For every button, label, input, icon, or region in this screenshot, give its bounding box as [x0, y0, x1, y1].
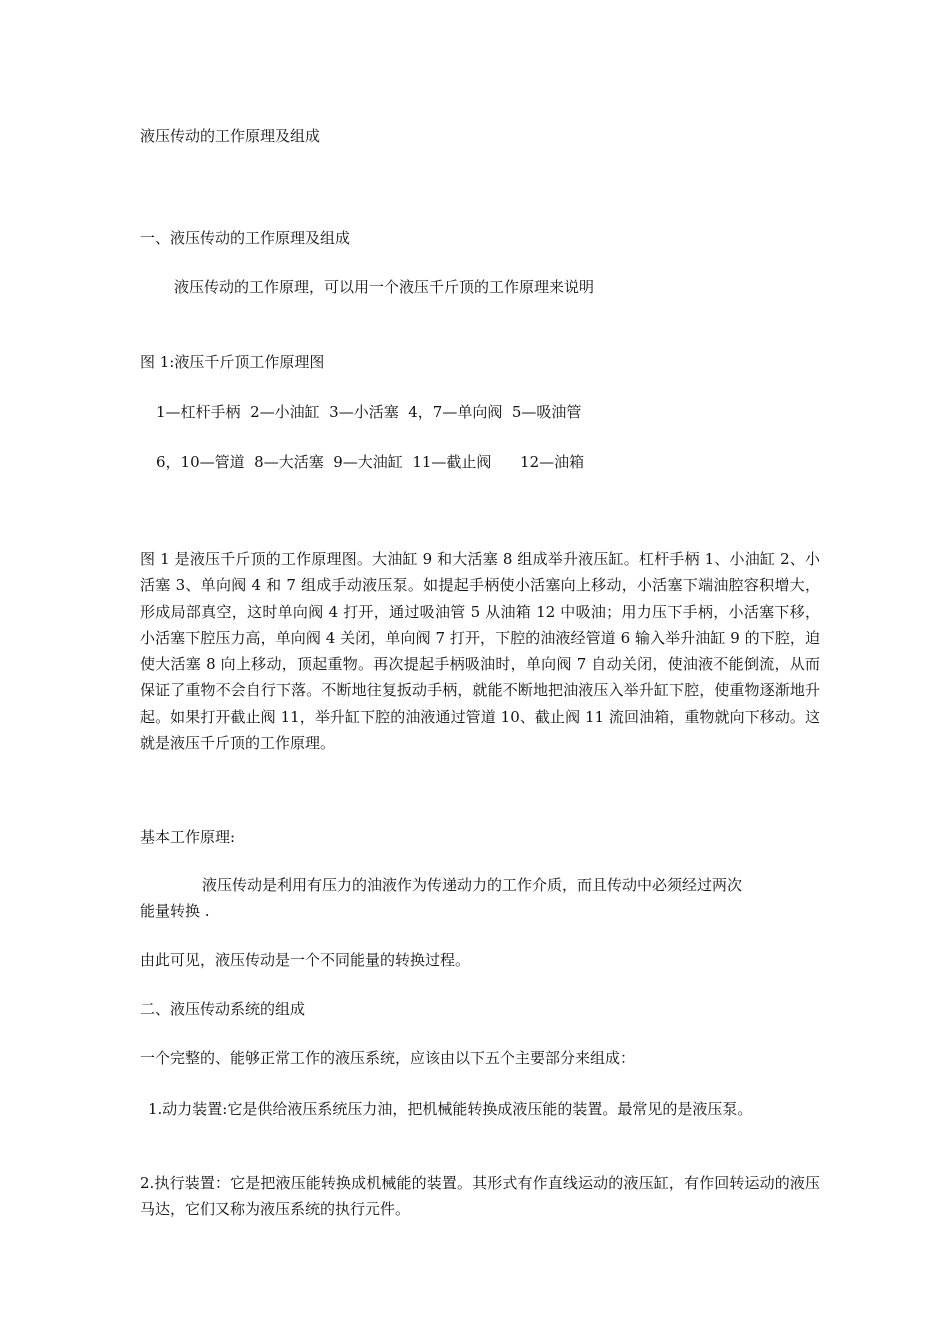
basic-principle-text-line-1: 液压传动是利用有压力的油液作为传递动力的工作介质，而且传动中必须经过两次 — [202, 876, 743, 894]
figure-caption: 图 1:液压千斤顶工作原理图 — [140, 353, 325, 371]
figure-description-paragraph: 图 1 是液压千斤顶的工作原理图。大油缸 9 和大活塞 8 组成举升液压缸。杠杆手柄 1、小油缸 2、小活塞 3、单向阀 4 和 7 组成手动液压泵。如提起手柄使小活塞向上移动，小活塞下端油腔容积增大，形成局部真空，这时单向阀 4 打开，通过吸油管 5 从油箱 12 中吸油；用力压下手柄，小活塞下移，小活塞下腔压力高，单向阀 4 关闭，单向阀 7 打开，下腔的油液经管道 6 输入举升油缸 9 的下腔，迫使大活塞 8 向上移动，顶起重物。再次提起手柄吸油时，单向阀 7 自动关闭，使油液不能倒流，从而保证了重物不会自行下落。不断地往复扳动手柄，就能不断地把油液压入举升缸下腔，使重物逐渐地升起。如果打开截止阀 11，举升缸下腔的油液通过管道 10、截止阀 11 流回油箱，重物就向下移动。这就是液压千斤顶的工作原理。 — [140, 550, 820, 753]
conclusion-text: 由此可见，液压传动是一个不同能量的转换过程。 — [140, 951, 471, 969]
section-1-heading: 一、液压传动的工作原理及组成 — [140, 229, 351, 247]
basic-principle-text-line-2: 能量转换 . — [140, 902, 210, 920]
section-2-intro: 一个完整的、能够正常工作的液压系统，应该由以下五个主要部分来组成： — [140, 1049, 636, 1067]
component-item-1: 1.动力装置:它是供给液压系统压力油，把机械能转换成液压能的装置。最常见的是液压泵。 — [148, 1100, 753, 1118]
section-2-heading: 二、液压传动系统的组成 — [140, 1000, 306, 1018]
basic-principle-heading: 基本工作原理: — [140, 828, 236, 846]
component-item-2: 2.执行装置：它是把液压能转换成机械能的装置。其形式有作直线运动的液压缸，有作回转运动的液压马达，它们又称为液压系统的执行元件。 — [140, 1174, 820, 1219]
figure-legend-line-2: 6，10—管道 8—大活塞 9—大油缸 11—截止阀 12—油箱 — [156, 453, 585, 471]
figure-legend-line-1: 1—杠杆手柄 2—小油缸 3—小活塞 4，7—单向阀 5—吸油管 — [156, 403, 582, 421]
document-title: 液压传动的工作原理及组成 — [140, 127, 321, 145]
section-1-intro: 液压传动的工作原理，可以用一个液压千斤顶的工作原理来说明 — [174, 278, 595, 296]
